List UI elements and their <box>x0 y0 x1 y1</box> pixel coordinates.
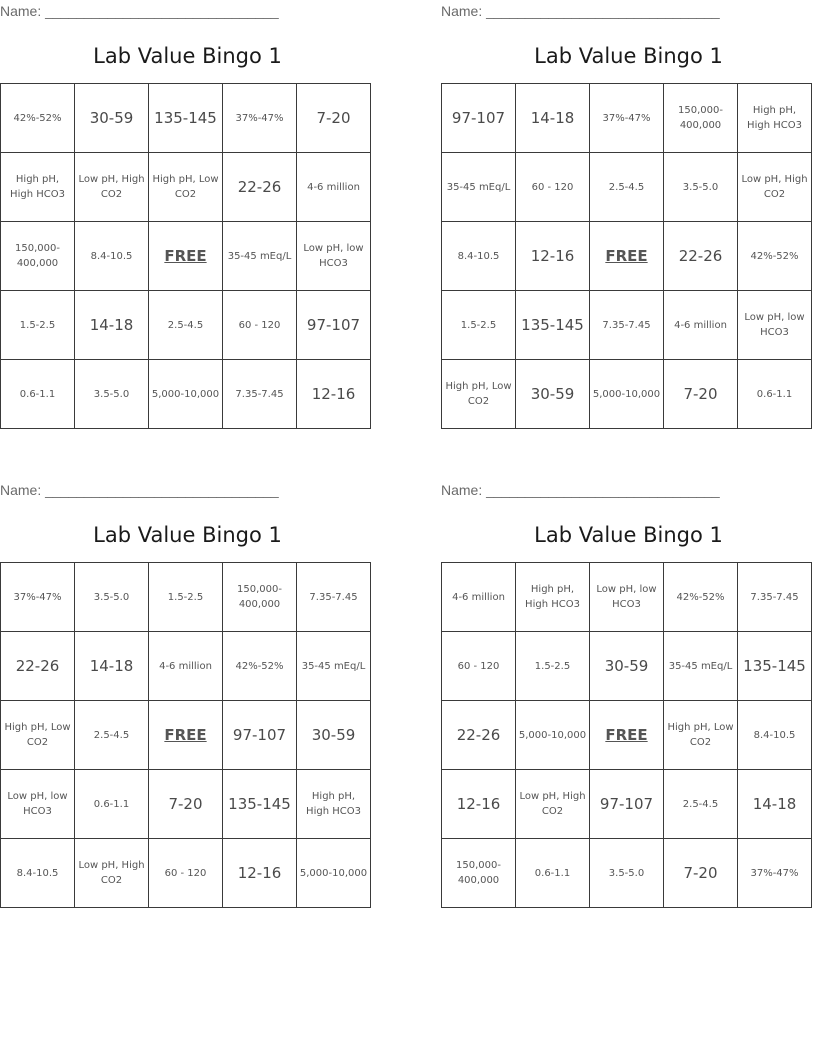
bingo-cell: 14-18 <box>738 770 812 839</box>
bingo-row <box>442 701 812 770</box>
bingo-cell: 37%-47% <box>738 839 812 908</box>
bingo-cell: 3.5-5.0 <box>75 360 149 429</box>
bingo-cell: 150,000-400,000 <box>223 563 297 632</box>
bingo-row <box>442 153 812 222</box>
bingo-cell: 35-45 mEq/L <box>223 222 297 291</box>
bingo-cell: 42%-52% <box>664 563 738 632</box>
bingo-cell: 7.35-7.45 <box>297 563 371 632</box>
bingo-cell: 8.4-10.5 <box>75 222 149 291</box>
bingo-cell: 135-145 <box>149 84 223 153</box>
bingo-cell: 5,000-10,000 <box>297 839 371 908</box>
name-field-label: Name: ______________________________ <box>0 482 279 498</box>
bingo-cell: 135-145 <box>738 632 812 701</box>
bingo-cell: Low pH, low HCO3 <box>297 222 371 291</box>
bingo-cell: High pH, Low CO2 <box>664 701 738 770</box>
bingo-cell: 22-26 <box>442 701 516 770</box>
bingo-cell: 12-16 <box>297 360 371 429</box>
bingo-row <box>1 222 371 291</box>
bingo-cell: 97-107 <box>590 770 664 839</box>
bingo-cell: 37%-47% <box>590 84 664 153</box>
bingo-cell: High pH, Low CO2 <box>1 701 75 770</box>
bingo-cell: 4-6 million <box>297 153 371 222</box>
bingo-cell: 0.6-1.1 <box>1 360 75 429</box>
bingo-grid <box>441 83 812 429</box>
bingo-cell: 35-45 mEq/L <box>297 632 371 701</box>
bingo-cell: 8.4-10.5 <box>442 222 516 291</box>
bingo-cell: 0.6-1.1 <box>75 770 149 839</box>
bingo-row <box>442 222 812 291</box>
card-title: Lab Value Bingo 1 <box>534 523 723 547</box>
bingo-cell: 30-59 <box>590 632 664 701</box>
bingo-cell: 42%-52% <box>738 222 812 291</box>
bingo-cell: Low pH, High CO2 <box>75 839 149 908</box>
bingo-grid <box>0 562 371 908</box>
free-space-cell: FREE <box>149 222 223 291</box>
bingo-row <box>1 563 371 632</box>
bingo-cell: 4-6 million <box>664 291 738 360</box>
bingo-cell: High pH, High HCO3 <box>516 563 590 632</box>
bingo-cell: 12-16 <box>516 222 590 291</box>
bingo-cell: 1.5-2.5 <box>1 291 75 360</box>
bingo-cell: 150,000-400,000 <box>664 84 738 153</box>
bingo-cell: Low pH, High CO2 <box>516 770 590 839</box>
bingo-cell: High pH, High HCO3 <box>738 84 812 153</box>
bingo-cell: 7.35-7.45 <box>590 291 664 360</box>
bingo-row <box>442 632 812 701</box>
bingo-cell: 5,000-10,000 <box>516 701 590 770</box>
bingo-cell: 1.5-2.5 <box>516 632 590 701</box>
bingo-cell: 97-107 <box>442 84 516 153</box>
bingo-cell: 135-145 <box>516 291 590 360</box>
bingo-cell: 30-59 <box>75 84 149 153</box>
bingo-row <box>1 360 371 429</box>
bingo-cell: 14-18 <box>75 291 149 360</box>
bingo-cell: Low pH, low HCO3 <box>1 770 75 839</box>
bingo-cell: 7.35-7.45 <box>223 360 297 429</box>
free-space-cell: FREE <box>590 701 664 770</box>
bingo-cell: 14-18 <box>516 84 590 153</box>
bingo-cell: 14-18 <box>75 632 149 701</box>
bingo-cell: High pH, Low CO2 <box>442 360 516 429</box>
name-field-label: Name: ______________________________ <box>0 3 279 19</box>
bingo-row <box>1 770 371 839</box>
bingo-cell: 3.5-5.0 <box>590 839 664 908</box>
bingo-grid <box>0 83 371 429</box>
bingo-cell: 135-145 <box>223 770 297 839</box>
bingo-cell: 1.5-2.5 <box>149 563 223 632</box>
bingo-cell: 37%-47% <box>223 84 297 153</box>
bingo-row <box>1 84 371 153</box>
bingo-cell: 97-107 <box>223 701 297 770</box>
name-field-label: Name: ______________________________ <box>441 3 720 19</box>
bingo-cell: 2.5-4.5 <box>149 291 223 360</box>
bingo-row <box>442 770 812 839</box>
bingo-cell: 8.4-10.5 <box>1 839 75 908</box>
bingo-row <box>1 291 371 360</box>
bingo-cell: Low pH, High CO2 <box>738 153 812 222</box>
bingo-row <box>442 839 812 908</box>
bingo-row <box>442 563 812 632</box>
bingo-cell: 60 - 120 <box>516 153 590 222</box>
card-title: Lab Value Bingo 1 <box>93 523 282 547</box>
bingo-cell: 4-6 million <box>442 563 516 632</box>
bingo-cell: High pH, High HCO3 <box>297 770 371 839</box>
bingo-cell: 22-26 <box>1 632 75 701</box>
free-space-cell: FREE <box>590 222 664 291</box>
bingo-row <box>442 291 812 360</box>
bingo-cell: 60 - 120 <box>442 632 516 701</box>
bingo-cell: 42%-52% <box>223 632 297 701</box>
bingo-row <box>1 632 371 701</box>
bingo-cell: 5,000-10,000 <box>590 360 664 429</box>
bingo-cell: 7-20 <box>297 84 371 153</box>
bingo-cell: 97-107 <box>297 291 371 360</box>
bingo-cell: 12-16 <box>223 839 297 908</box>
bingo-cell: 35-45 mEq/L <box>664 632 738 701</box>
bingo-cell: 0.6-1.1 <box>738 360 812 429</box>
bingo-cell: 0.6-1.1 <box>516 839 590 908</box>
bingo-cell: 3.5-5.0 <box>664 153 738 222</box>
bingo-cell: 7-20 <box>149 770 223 839</box>
bingo-cell: 5,000-10,000 <box>149 360 223 429</box>
card-title: Lab Value Bingo 1 <box>534 44 723 68</box>
bingo-row <box>1 839 371 908</box>
bingo-row <box>442 360 812 429</box>
bingo-row <box>1 153 371 222</box>
bingo-cell: 8.4-10.5 <box>738 701 812 770</box>
bingo-cell: 42%-52% <box>1 84 75 153</box>
bingo-cell: 60 - 120 <box>223 291 297 360</box>
bingo-cell: 22-26 <box>664 222 738 291</box>
free-space-cell: FREE <box>149 701 223 770</box>
card-title: Lab Value Bingo 1 <box>93 44 282 68</box>
bingo-cell: 60 - 120 <box>149 839 223 908</box>
bingo-cell: 150,000-400,000 <box>1 222 75 291</box>
bingo-cell: 12-16 <box>442 770 516 839</box>
bingo-cell: 7.35-7.45 <box>738 563 812 632</box>
bingo-cell: 1.5-2.5 <box>442 291 516 360</box>
bingo-grid <box>441 562 812 908</box>
bingo-cell: Low pH, low HCO3 <box>590 563 664 632</box>
name-field-label: Name: ______________________________ <box>441 482 720 498</box>
bingo-cell: High pH, Low CO2 <box>149 153 223 222</box>
bingo-cell: Low pH, low HCO3 <box>738 291 812 360</box>
bingo-cell: High pH, High HCO3 <box>1 153 75 222</box>
bingo-row <box>1 701 371 770</box>
bingo-cell: 35-45 mEq/L <box>442 153 516 222</box>
bingo-cell: Low pH, High CO2 <box>75 153 149 222</box>
bingo-cell: 2.5-4.5 <box>75 701 149 770</box>
bingo-cell: 150,000-400,000 <box>442 839 516 908</box>
bingo-cell: 22-26 <box>223 153 297 222</box>
bingo-cell: 2.5-4.5 <box>664 770 738 839</box>
bingo-row <box>442 84 812 153</box>
bingo-cell: 4-6 million <box>149 632 223 701</box>
bingo-cell: 3.5-5.0 <box>75 563 149 632</box>
bingo-cell: 7-20 <box>664 360 738 429</box>
bingo-cell: 30-59 <box>297 701 371 770</box>
bingo-cell: 7-20 <box>664 839 738 908</box>
bingo-cell: 30-59 <box>516 360 590 429</box>
bingo-cell: 37%-47% <box>1 563 75 632</box>
bingo-cell: 2.5-4.5 <box>590 153 664 222</box>
